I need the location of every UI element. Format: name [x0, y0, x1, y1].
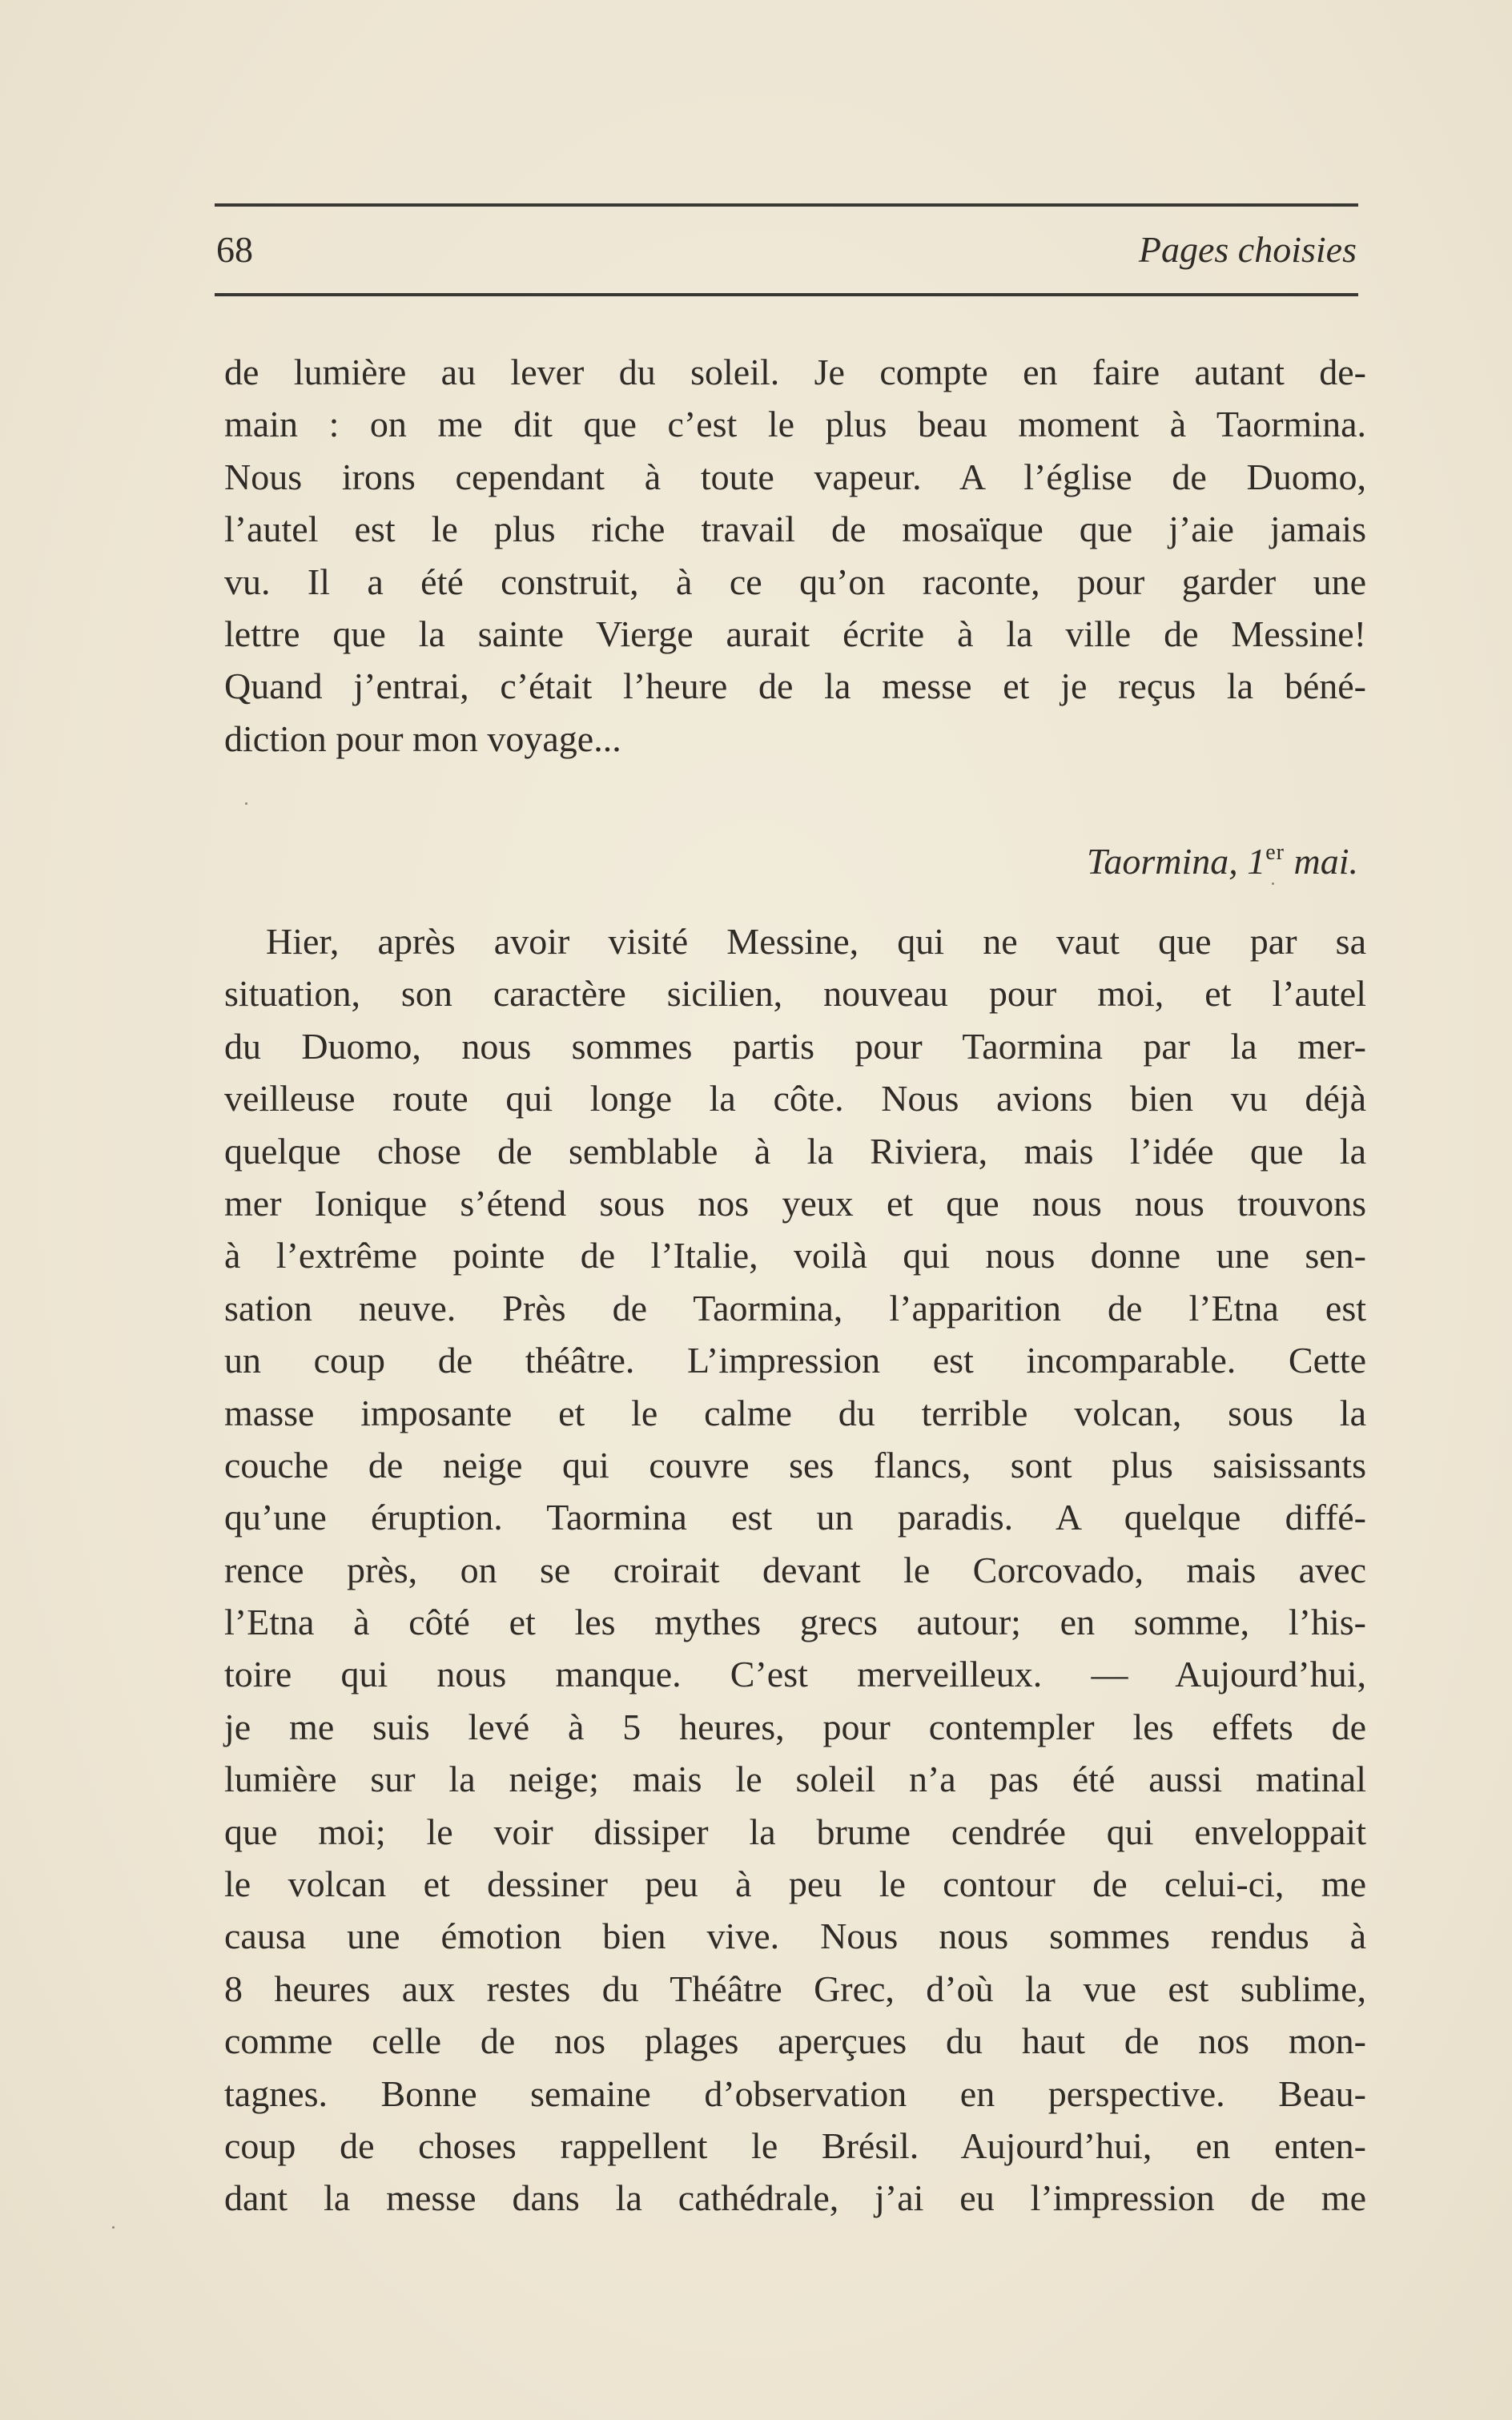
dateline-day: 1: [1247, 841, 1266, 882]
text-line: coup de choses rappellent le Brésil. Aujourd’hui, en enten-: [224, 2125, 1366, 2166]
running-title: Pages choisies: [1138, 229, 1357, 270]
paper-speck: [1272, 882, 1274, 885]
page-header: [215, 218, 1358, 282]
paper-speck: [245, 802, 247, 805]
header-rule-top: [215, 203, 1358, 207]
text-line: rence près, on se croirait devant le Corcovado, mais avec: [224, 1549, 1366, 1590]
text-line: veilleuse route qui longe la côte. Nous avions bien vu déjà: [224, 1078, 1366, 1120]
dateline-place: Taormina,: [1086, 841, 1238, 882]
dateline-day-suffix: er: [1265, 840, 1285, 865]
text-line: du Duomo, nous sommes partis pour Taormina par la mer-: [224, 1025, 1366, 1067]
letter-dateline: [1087, 825, 1358, 890]
text-line: lettre que la sainte Vierge aurait écrite à la ville de Messine!: [224, 613, 1366, 654]
text-line: le volcan et dessiner peu à peu le contour de celui-ci, me: [224, 1863, 1366, 1905]
header-rule-bottom: [215, 293, 1358, 296]
text-line: un coup de théâtre. L’impression est incomparable. Cette: [224, 1340, 1366, 1381]
text-line: dant la messe dans la cathédrale, j’ai eu l’impression de me: [224, 2177, 1366, 2219]
page-number: 68: [216, 229, 253, 270]
text-line: 8 heures aux restes du Théâtre Grec, d’où la vue est sublime,: [224, 1968, 1366, 2009]
text-line: l’Etna à côté et les mythes grecs autour; en somme, l’his-: [224, 1602, 1366, 1643]
text-line: toire qui nous manque. C’est merveilleux. — Aujourd’hui,: [224, 1654, 1366, 1695]
letter-paragraph: [224, 915, 1366, 2225]
text-line: main : on me dit que c’est le plus beau moment à Taormina.: [224, 404, 1366, 445]
dateline-month: mai.: [1293, 841, 1358, 882]
text-line: causa une émotion bien vive. Nous nous sommes rendus à: [224, 1915, 1366, 1957]
text-line: à l’extrême pointe de l’Italie, voilà qui nous donne une sen-: [224, 1235, 1366, 1276]
text-line: situation, son caractère sicilien, nouveau pour moi, et l’autel: [224, 973, 1366, 1015]
text-line: tagnes. Bonne semaine d’observation en perspective. Beau-: [224, 2072, 1366, 2114]
text-line: Quand j’entrai, c’était l’heure de la messe et je reçus la béné-: [224, 665, 1366, 707]
text-line: vu. Il a été construit, à ce qu’on raconte, pour garder une: [224, 561, 1366, 602]
text-line: l’autel est le plus riche travail de mosaïque que j’aie jamais: [224, 509, 1366, 550]
text-line: quelque chose de semblable à la Riviera, mais l’idée que la: [224, 1130, 1366, 1172]
text-line: Nous irons cependant à toute vapeur. A l’église de Duomo,: [224, 456, 1366, 497]
text-line: comme celle de nos plages aperçues du haut de nos mon-: [224, 2020, 1366, 2062]
text-line: de lumière au lever du soleil. Je compte en faire autant de-: [224, 352, 1366, 392]
text-line: masse imposante et le calme du terrible volcan, sous la: [224, 1392, 1366, 1433]
paragraph-continuation: [224, 346, 1366, 765]
text-line: couche de neige qui couvre ses flancs, sont plus saisissants: [224, 1444, 1366, 1485]
text-line: qu’une éruption. Taormina est un paradis. A quelque diffé-: [224, 1497, 1366, 1538]
text-line: je me suis levé à 5 heures, pour contempler les effets de: [224, 1706, 1366, 1747]
text-line: mer Ionique s’étend sous nos yeux et que nous nous trouvons: [224, 1182, 1366, 1224]
text-line: lumière sur la neige; mais le soleil n’a pas été aussi matinal: [224, 1759, 1366, 1800]
text-line: que moi; le voir dissiper la brume cendrée qui enveloppait: [224, 1811, 1366, 1852]
paper-speck: [112, 2226, 115, 2229]
text-line: Hier, après avoir visité Messine, qui ne vaut que par sa: [266, 921, 1366, 962]
text-line: diction pour mon voyage...: [224, 718, 621, 759]
text-line: sation neuve. Près de Taormina, l’apparition de l’Etna est: [224, 1287, 1366, 1329]
